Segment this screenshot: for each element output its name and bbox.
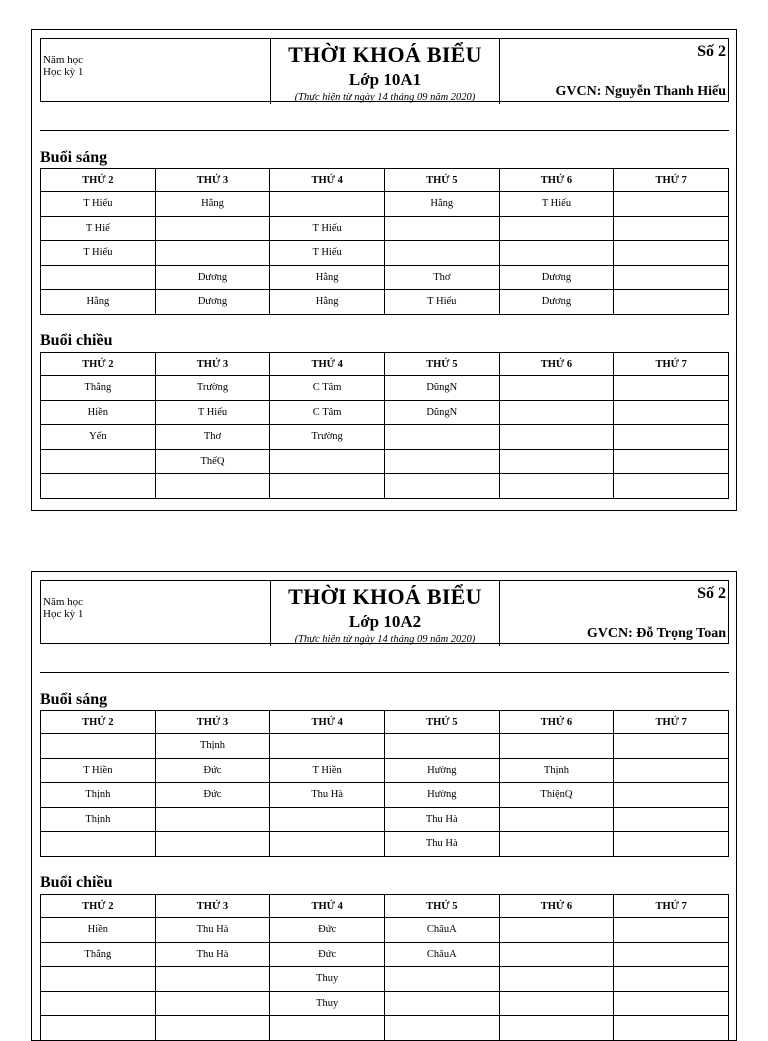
schedule-cell	[499, 376, 614, 401]
schedule-cell: Thuy	[270, 967, 385, 992]
homeroom-teacher: GVCN: Nguyễn Thanh Hiếu	[555, 84, 726, 99]
schedule-cell: Hằng	[270, 265, 385, 290]
schedule-cell: Đức	[155, 758, 270, 783]
day-header: THỨ 4	[270, 895, 385, 918]
schedule-cell	[614, 400, 729, 425]
morning-session-title: Buổi sáng	[40, 691, 108, 708]
schedule-cell: T Hiền	[41, 758, 156, 783]
schedule-cell	[614, 734, 729, 759]
schedule-cell	[384, 967, 499, 992]
day-header: THỨ 5	[384, 353, 499, 376]
schedule-cell	[499, 1016, 614, 1041]
schedule-cell: C Tâm	[270, 400, 385, 425]
day-header: THỨ 3	[155, 711, 270, 734]
schedule-cell: ThiệnQ	[499, 783, 614, 808]
schedule-cell: T Hiền	[270, 758, 385, 783]
schedule-cell	[155, 832, 270, 857]
schedule-cell	[41, 832, 156, 857]
effective-date-note: (Thực hiện từ ngày 14 tháng 09 năm 2020)	[294, 634, 476, 645]
schedule-cell: T Hiếu	[155, 400, 270, 425]
table-row	[41, 758, 729, 783]
schedule-cell: Thịnh	[155, 734, 270, 759]
schedule-cell	[155, 1016, 270, 1041]
schedule-cell	[41, 1016, 156, 1041]
schedule-cell	[499, 474, 614, 499]
day-header: THỨ 2	[41, 353, 156, 376]
day-header: THỨ 2	[41, 711, 156, 734]
schedule-cell: Thịnh	[41, 807, 156, 832]
schedule-cell: Đức	[270, 918, 385, 943]
header-divider	[40, 672, 729, 673]
schedule-cell	[614, 241, 729, 266]
table-row	[41, 783, 729, 808]
schedule-cell	[614, 967, 729, 992]
sheet-header	[40, 38, 729, 102]
day-header: THỨ 5	[384, 169, 499, 192]
class-name: Lớp 10A1	[348, 70, 422, 89]
schedule-cell: Đức	[270, 942, 385, 967]
schedule-cell	[270, 832, 385, 857]
schedule-cell: Hằng	[384, 192, 499, 217]
homeroom-teacher: GVCN: Đỗ Trọng Toan	[586, 626, 726, 641]
schedule-cell: Thịnh	[499, 758, 614, 783]
schedule-cell	[384, 474, 499, 499]
schedule-cell	[270, 192, 385, 217]
day-header: THỨ 4	[270, 353, 385, 376]
afternoon-schedule-table	[40, 894, 729, 1041]
schedule-cell	[384, 241, 499, 266]
schedule-cell	[499, 918, 614, 943]
schedule-cell	[41, 449, 156, 474]
schedule-cell	[155, 474, 270, 499]
table-row	[41, 942, 729, 967]
header-title-cell	[271, 581, 500, 646]
schedule-cell	[499, 400, 614, 425]
schedule-cell	[155, 807, 270, 832]
afternoon-session-title: Buổi chiều	[40, 874, 113, 891]
schedule-cell	[155, 216, 270, 241]
table-row	[41, 290, 729, 315]
semester-label: Học kỳ 1	[43, 608, 84, 620]
schedule-cell	[270, 734, 385, 759]
table-row	[41, 241, 729, 266]
schedule-cell	[41, 734, 156, 759]
schedule-cell: T Hiếu	[41, 192, 156, 217]
header-right-cell	[500, 39, 728, 104]
page-title: THỜI KHOÁ BIỂU	[288, 42, 482, 67]
schedule-cell	[614, 265, 729, 290]
schedule-cell	[41, 967, 156, 992]
schedule-cell	[270, 474, 385, 499]
schedule-cell	[614, 1016, 729, 1041]
schedule-cell	[270, 1016, 385, 1041]
schedule-cell	[155, 967, 270, 992]
table-row	[41, 991, 729, 1016]
schedule-cell	[499, 807, 614, 832]
schedule-cell: Trường	[270, 425, 385, 450]
schedule-cell: Dương	[499, 290, 614, 315]
table-row	[41, 918, 729, 943]
schedule-cell: Đức	[155, 783, 270, 808]
afternoon-session-title: Buổi chiều	[40, 332, 113, 349]
table-row	[41, 967, 729, 992]
schedule-cell	[614, 758, 729, 783]
schedule-cell: ThếQ	[155, 449, 270, 474]
schedule-cell: T Hiếu	[499, 192, 614, 217]
table-header-row	[41, 169, 729, 192]
schedule-cell: T Hiếu	[384, 290, 499, 315]
day-header: THỨ 5	[384, 711, 499, 734]
schedule-cell: Thắng	[41, 376, 156, 401]
timetable-number: Số 2	[697, 43, 726, 60]
schedule-cell: Hiền	[41, 400, 156, 425]
schedule-cell	[614, 192, 729, 217]
table-row	[41, 192, 729, 217]
day-header: THỨ 3	[155, 895, 270, 918]
schedule-cell: Hiền	[41, 918, 156, 943]
school-year-label: Năm học	[43, 54, 84, 66]
schedule-cell	[270, 807, 385, 832]
day-header: THỨ 6	[499, 711, 614, 734]
schedule-cell: DũngN	[384, 376, 499, 401]
schedule-cell: Thu Hà	[155, 918, 270, 943]
header-divider	[40, 130, 729, 131]
schedule-cell: Thu Hà	[270, 783, 385, 808]
day-header: THỨ 7	[614, 711, 729, 734]
schedule-cell	[614, 425, 729, 450]
schedule-cell: Thắng	[41, 942, 156, 967]
schedule-cell: Hằng	[270, 290, 385, 315]
schedule-cell	[499, 241, 614, 266]
schedule-cell: Thu Hà	[384, 807, 499, 832]
afternoon-schedule-table	[40, 352, 729, 499]
day-header: THỨ 6	[499, 353, 614, 376]
day-header: THỨ 7	[614, 353, 729, 376]
schedule-cell: Hường	[384, 758, 499, 783]
schedule-cell	[614, 783, 729, 808]
day-header: THỨ 2	[41, 169, 156, 192]
header-right-cell	[500, 581, 728, 646]
table-row	[41, 734, 729, 759]
schedule-cell	[384, 216, 499, 241]
schedule-cell	[499, 832, 614, 857]
day-header: THỨ 4	[270, 711, 385, 734]
table-header-row	[41, 895, 729, 918]
schedule-cell	[614, 290, 729, 315]
schedule-cell	[614, 918, 729, 943]
table-header-row	[41, 353, 729, 376]
table-row	[41, 425, 729, 450]
table-row	[41, 807, 729, 832]
schedule-cell: ChâuA	[384, 918, 499, 943]
schedule-cell: Thịnh	[41, 783, 156, 808]
table-row	[41, 265, 729, 290]
schedule-cell	[499, 967, 614, 992]
schedule-cell	[155, 241, 270, 266]
schedule-cell	[155, 991, 270, 1016]
day-header: THỨ 6	[499, 169, 614, 192]
timetable-sheet-10a2	[31, 571, 737, 1041]
schedule-cell	[614, 376, 729, 401]
schedule-cell	[384, 734, 499, 759]
schedule-cell	[614, 807, 729, 832]
page-title: THỜI KHOÁ BIỂU	[288, 584, 482, 609]
schedule-cell	[614, 832, 729, 857]
schedule-cell: Dương	[499, 265, 614, 290]
schedule-cell: Hằng	[41, 290, 156, 315]
schedule-cell: Dương	[155, 265, 270, 290]
schedule-cell: Thu Hà	[155, 942, 270, 967]
schedule-cell	[499, 425, 614, 450]
header-left-cell	[41, 39, 271, 104]
schedule-cell: Yến	[41, 425, 156, 450]
schedule-cell	[614, 474, 729, 499]
schedule-cell: T Hiế	[41, 216, 156, 241]
day-header: THỨ 3	[155, 353, 270, 376]
timetable-sheet-10a1	[31, 29, 737, 511]
schedule-cell	[499, 942, 614, 967]
schedule-cell	[614, 991, 729, 1016]
day-header: THỨ 6	[499, 895, 614, 918]
table-row	[41, 832, 729, 857]
schedule-cell	[384, 1016, 499, 1041]
table-row	[41, 376, 729, 401]
table-row	[41, 1016, 729, 1041]
schedule-cell	[384, 449, 499, 474]
sheet-header	[40, 580, 729, 644]
schedule-cell	[41, 474, 156, 499]
class-name: Lớp 10A2	[348, 612, 422, 631]
schedule-cell: Thuy	[270, 991, 385, 1016]
day-header: THỨ 5	[384, 895, 499, 918]
table-row	[41, 216, 729, 241]
schedule-cell: Thơ	[384, 265, 499, 290]
schedule-cell	[499, 991, 614, 1016]
day-header: THỨ 2	[41, 895, 156, 918]
table-header-row	[41, 711, 729, 734]
schedule-cell	[614, 449, 729, 474]
semester-label: Học kỳ 1	[43, 66, 84, 78]
schedule-cell: ChâuA	[384, 942, 499, 967]
schedule-cell	[614, 216, 729, 241]
schedule-cell: T Hiếu	[41, 241, 156, 266]
school-year-label: Năm học	[43, 596, 84, 608]
morning-schedule-table	[40, 710, 729, 857]
morning-session-title: Buổi sáng	[40, 149, 108, 166]
schedule-cell: DũngN	[384, 400, 499, 425]
schedule-cell: T Hiếu	[270, 241, 385, 266]
day-header: THỨ 7	[614, 169, 729, 192]
header-left-cell	[41, 581, 271, 646]
effective-date-note: (Thực hiện từ ngày 14 tháng 09 năm 2020)	[294, 92, 476, 103]
schedule-cell: Dương	[155, 290, 270, 315]
schedule-cell	[41, 265, 156, 290]
schedule-cell	[614, 942, 729, 967]
schedule-cell: Hằng	[155, 192, 270, 217]
day-header: THỨ 7	[614, 895, 729, 918]
schedule-cell: Thơ	[155, 425, 270, 450]
morning-schedule-table	[40, 168, 729, 315]
schedule-cell	[384, 425, 499, 450]
schedule-cell: C Tâm	[270, 376, 385, 401]
schedule-cell	[41, 991, 156, 1016]
schedule-cell: Thu Hà	[384, 832, 499, 857]
table-row	[41, 474, 729, 499]
table-row	[41, 449, 729, 474]
schedule-cell	[499, 216, 614, 241]
schedule-cell: Hường	[384, 783, 499, 808]
table-row	[41, 400, 729, 425]
schedule-cell	[499, 734, 614, 759]
schedule-cell	[499, 449, 614, 474]
header-title-cell	[271, 39, 500, 104]
schedule-cell	[270, 449, 385, 474]
schedule-cell: Trường	[155, 376, 270, 401]
schedule-cell: T Hiếu	[270, 216, 385, 241]
schedule-cell	[384, 991, 499, 1016]
day-header: THỨ 3	[155, 169, 270, 192]
day-header: THỨ 4	[270, 169, 385, 192]
timetable-number: Số 2	[697, 585, 726, 602]
